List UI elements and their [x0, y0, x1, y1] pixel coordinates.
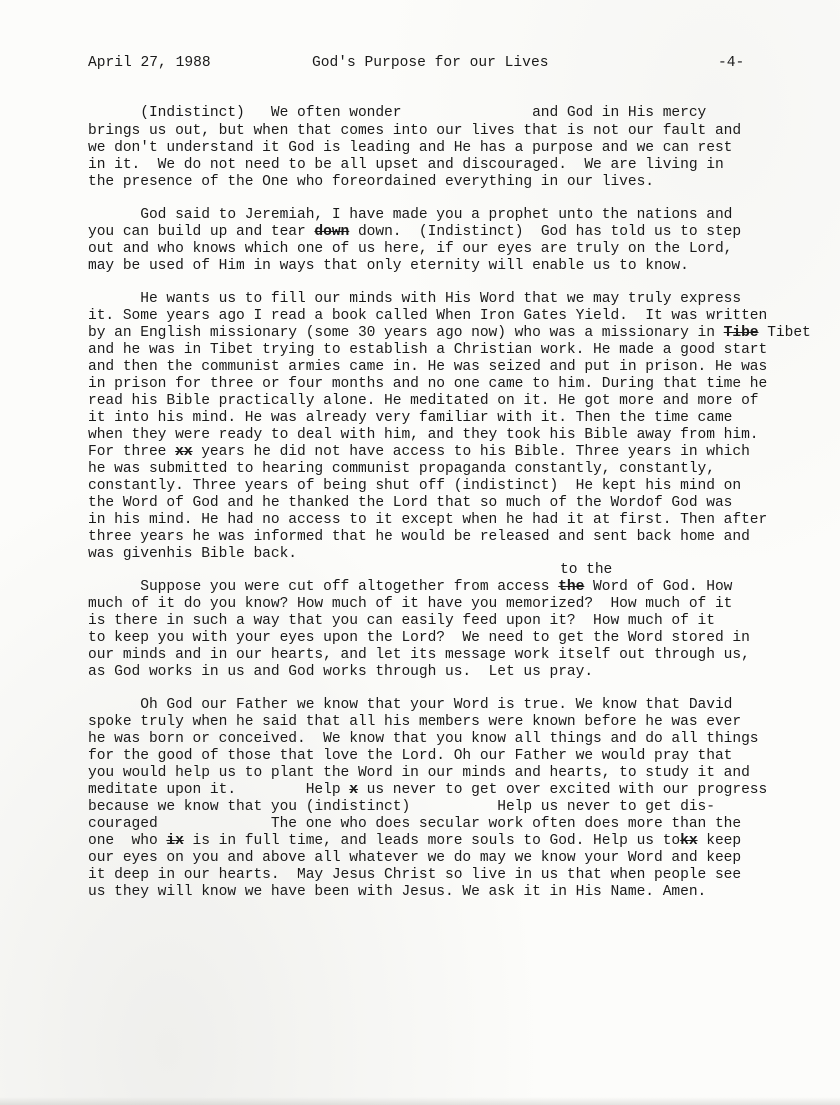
text-line: out and who knows which one of us here, if our eyes are truly on the Lord, [88, 241, 733, 257]
text-segment: Suppose you were cut off altogether from access [88, 579, 559, 595]
text-line: our minds and in our hearts, and let its message work itself out through us, [88, 647, 750, 663]
text-line: to keep you with your eyes upon the Lord? We need to get the Word stored in [88, 630, 750, 646]
text-line: was givenhis Bible back. [88, 546, 297, 562]
text-line: us they will know we have been with Jesus. We ask it in His Name. Amen. [88, 884, 707, 900]
struck-out-word: Tibe [723, 325, 759, 341]
text-line: he was submitted to hearing communist propaganda constantly, constantly, [88, 461, 715, 477]
text-segment: us never to get over excited with our progress [357, 782, 768, 798]
struck-out-word: ix [166, 833, 184, 849]
text-line: and then the communist armies came in. He was seized and put in prison. He was [88, 359, 768, 375]
text-segment: Tibet [758, 325, 811, 341]
text-line: it deep in our hearts. May Jesus Christ so live in us that when people see [88, 867, 742, 883]
text-segment: meditate upon it. Help [88, 782, 350, 798]
text-segment: For three [88, 444, 176, 460]
text-line: constantly. Three years of being shut off (indistinct) He kept his mind on [88, 478, 742, 494]
header-title: God's Purpose for our Lives [312, 55, 549, 71]
struck-out-word: down [314, 224, 350, 240]
text-line: when they were ready to deal with him, and they took his Bible away from him. [88, 427, 759, 443]
text-line: God said to Jeremiah, I have made you a prophet unto the nations and [88, 207, 733, 223]
text-line-with-strike [88, 833, 741, 849]
text-line: He wants us to fill our minds with His Word that we may truly express [88, 291, 742, 307]
handwritten-insertion: to the [560, 562, 613, 578]
struck-out-word: xx [175, 444, 193, 460]
text-line: much of it do you know? How much of it have you memorized? How much of it [88, 596, 733, 612]
text-line: the presence of the One who foreordained everything in our lives. [88, 174, 654, 190]
text-line: the Word of God and he thanked the Lord that so much of the Wordof God was [88, 495, 733, 511]
text-line-with-strike [88, 224, 741, 240]
text-line-with-strike [88, 325, 811, 341]
text-segment: one who [88, 833, 167, 849]
text-line: three years he was informed that he would be released and sent back home and [88, 529, 750, 545]
text-line: Oh God our Father we know that your Word is true. We know that David [88, 697, 733, 713]
text-line: couraged The one who does secular work often does more than the [88, 816, 742, 832]
page-bottom-shadow [0, 1097, 840, 1105]
text-segment: down. (Indistinct) God has told us to step [349, 224, 742, 240]
text-line: as God works in us and God works through us. Let us pray. [88, 664, 594, 680]
text-segment: years he did not have access to his Bible. Three years in which [192, 444, 750, 460]
text-line: because we know that you (indistinct) Help us never to get dis- [88, 799, 715, 815]
text-line: we don't understand it God is leading and He has a purpose and we can rest [88, 140, 733, 156]
text-line: (Indistinct) We often wonder and God in His mercy [88, 105, 707, 121]
text-line-with-strike [88, 444, 750, 460]
struck-out-word: kx [680, 833, 698, 849]
text-line: is there in such a way that you can easily feed upon it? How much of it [88, 613, 715, 629]
text-segment: is in full time, and leads more souls to God. Help us to [183, 833, 681, 849]
struck-out-word: the [558, 579, 585, 595]
header-page-number: -4- [718, 55, 745, 71]
text-line: it into his mind. He was already very familiar with it. Then the time came [88, 410, 733, 426]
text-line: and he was in Tibet trying to establish a Christian work. He made a good start [88, 342, 768, 358]
text-line: it. Some years ago I read a book called When Iron Gates Yield. It was written [88, 308, 768, 324]
text-line-with-strike [88, 579, 732, 595]
text-line: you would help us to plant the Word in our minds and hearts, to study it and [88, 765, 750, 781]
struck-out-word: x [349, 782, 358, 798]
text-line: in it. We do not need to be all upset and discouraged. We are living in [88, 157, 724, 173]
text-line-with-strike [88, 782, 767, 798]
text-line: brings us out, but when that comes into our lives that is not our fault and [88, 123, 742, 139]
text-line: spoke truly when he said that all his members were known before he was ever [88, 714, 742, 730]
text-segment: Word of God. How [584, 579, 733, 595]
text-line: he was born or conceived. We know that you know all things and do all things [88, 731, 759, 747]
text-segment: by an English missionary (some 30 years ago now) who was a missionary in [88, 325, 724, 341]
text-segment: keep [697, 833, 742, 849]
text-line: in his mind. He had no access to it except when he had it at first. Then after [88, 512, 768, 528]
text-line: in prison for three or four months and no one came to him. During that time he [88, 376, 768, 392]
text-segment: you can build up and tear [88, 224, 315, 240]
text-line: our eyes on you and above all whatever we do may we know your Word and keep [88, 850, 742, 866]
header-date: April 27, 1988 [88, 55, 211, 71]
text-line: read his Bible practically alone. He meditated on it. He got more and more of [88, 393, 759, 409]
text-line: for the good of those that love the Lord. Oh our Father we would pray that [88, 748, 733, 764]
text-line: may be used of Him in ways that only eternity will enable us to know. [88, 258, 689, 274]
